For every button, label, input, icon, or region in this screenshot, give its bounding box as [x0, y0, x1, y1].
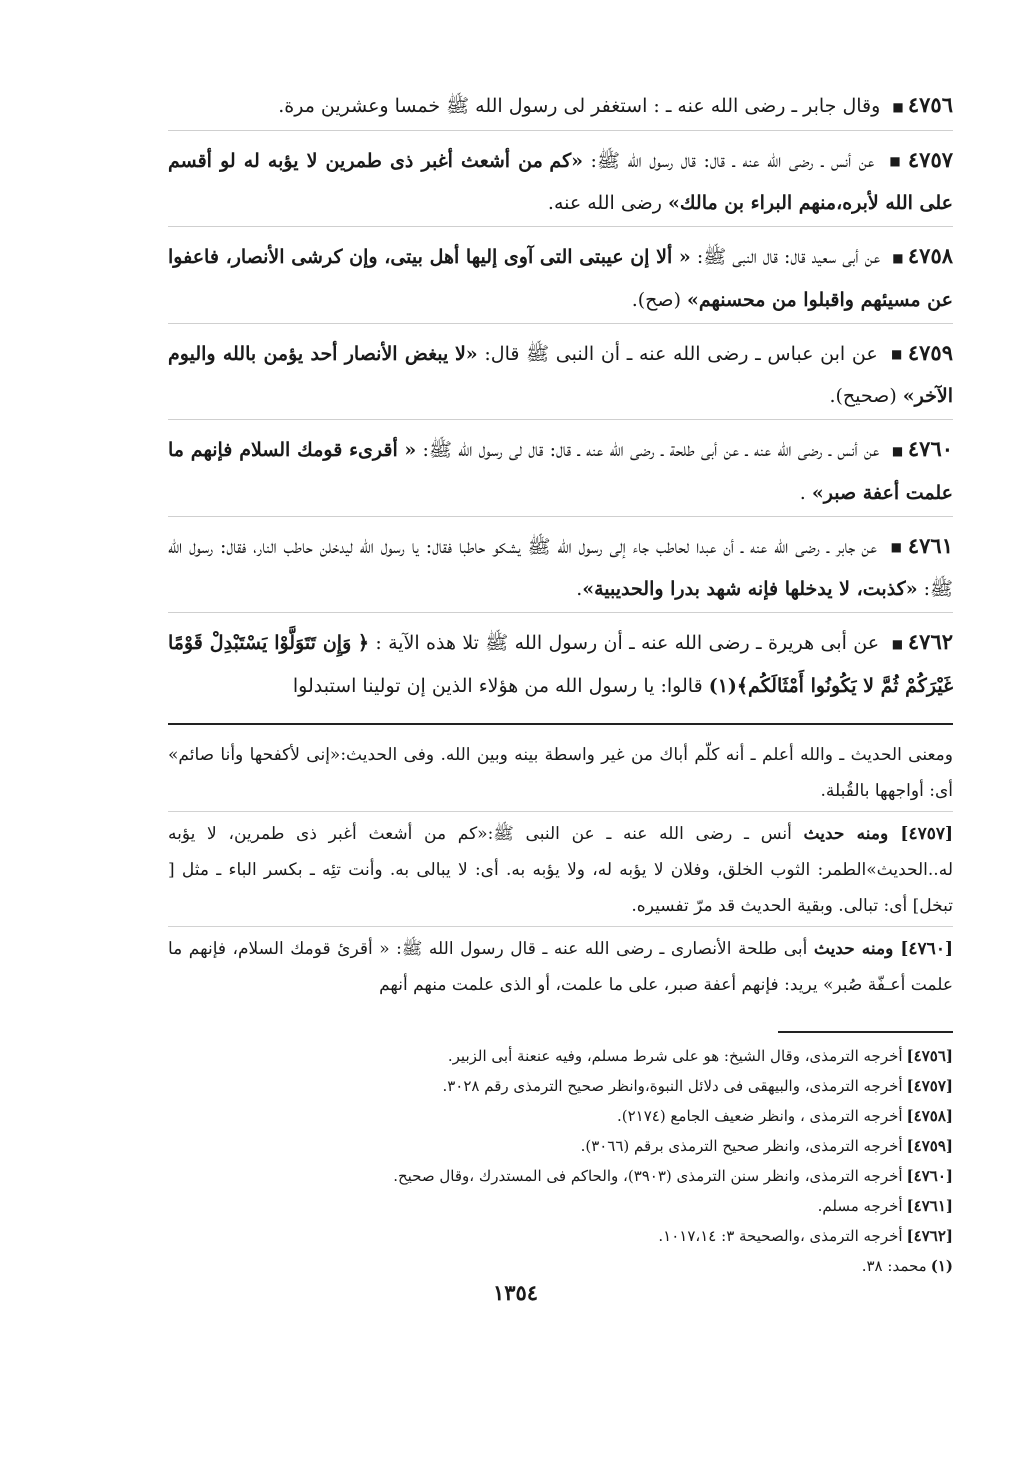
hadith-quote: « ألا إن عيبتى التى آوى إليها أهل بيتى، وإن كرشى الأنصار، فاعفوا عن مسيئهم واقبلوا من محسنهم» [168, 246, 953, 311]
footnote-rule [778, 1031, 953, 1033]
hadith-number: ٤٧٦٢ ■ [891, 629, 953, 654]
footnote-text: أخرجه الترمذى ، وانظر ضعيف الجامع (٢١٧٤). [616, 1106, 903, 1125]
hadith-4756 [168, 84, 953, 131]
hadith-tail: قالوا: يا رسول الله من هؤلاء الذين إن تولينا استبدلوا [292, 674, 709, 697]
commentary-text: أنس ـ رضى الله عنه ـ عن النبى ﷺ:«كم من أشعث أغبر ذى طمرين، لا يؤبه له..الحديث»الطمر: الثوب الخلق، وفلان لا يؤبه له، ولا يؤبه به. أى: لا يبالى به. وأنت تئِه ـ بكسر الباء ـ مثل [ تبخل] أى: تبالى. وبقية الحديث قد مرّ تفسيره. [168, 823, 953, 916]
footnote-item [168, 1161, 953, 1191]
hadith-number: ٤٧٦٠ ■ [892, 436, 953, 461]
hadith-text: عن ابن عباس ـ رضى الله عنه ـ أن النبى ﷺ قال: [477, 342, 878, 365]
footnote-item [168, 1101, 953, 1131]
hadith-number: ٤٧٥٩ ■ [890, 340, 953, 365]
hadith-section [168, 84, 953, 709]
hadith-quote: «لا يبغض الأنصار أحد يؤمن بالله واليوم الآخر» [168, 342, 953, 407]
footnote-ref: [٤٧٥٦] [906, 1046, 953, 1065]
hadith-text: عن جابر ـ رضى الله عنه ـ أن عبدا لحاطب جاء إلى رسول الله ﷺ يشكو حاطبا فقال: يا رسول الله ليدخلن حاطب النار، فقال: رسول الله ﷺ: [168, 535, 953, 600]
hadith-4761 [168, 525, 953, 614]
footnote-item [168, 1071, 953, 1101]
hadith-text: وقال جابر ـ رضى الله عنه ـ : استغفر لى رسول الله ﷺ خمسا وعشرين مرة. [278, 95, 881, 117]
hadith-4758 [168, 235, 953, 324]
footnote-ref: [٤٧٥٨] [906, 1106, 953, 1125]
hadith-number: ٤٧٥٦ ■ [892, 92, 953, 117]
footnote-text: أخرجه الترمذى، وقال الشيخ: هو على شرط مسلم، وفيه عنعنة أبى الزبير. [447, 1046, 903, 1065]
commentary-text: ومعنى الحديث ـ والله أعلم ـ أنه كلّم أباك من غير واسطة بينه وبين الله. وفى الحديث:«إنى لأكفحها وأنا صائم» أى: أواجهها بالقُبلة. [168, 744, 953, 801]
footnote-ref: (١) [930, 1256, 953, 1275]
footnotes-list [168, 1041, 953, 1281]
hadith-text: عن أبى هريرة ـ رضى الله عنه ـ أن رسول الله ﷺ تلا هذه الآية : [369, 632, 880, 654]
footnote-text: محمد: ٣٨. [861, 1256, 927, 1275]
footnote-ref: [٤٧٦١] [906, 1196, 953, 1215]
commentary-divider [168, 723, 953, 725]
hadith-text: عن أبى سعيد قال: قال النبى ﷺ: [690, 246, 881, 268]
footnote-ref: [٤٧٥٩] [906, 1136, 953, 1155]
footnote-ref: [٤٧٦٢] [906, 1226, 953, 1245]
hadith-tail: (صح). [631, 288, 688, 311]
hadith-number: ٤٧٥٧ ■ [888, 147, 953, 172]
commentary-paragraph [168, 816, 953, 927]
footnote-text: أخرجه الترمذى، وانظر سنن الترمذى (٣٩٠٣)، والحاكم فى المستدرك ،وقال صحيح. [393, 1166, 903, 1185]
footnote-text: أخرجه مسلم. [817, 1196, 903, 1215]
hadith-4762 [168, 621, 953, 709]
footnote-ref: [٤٧٦٠] [906, 1166, 953, 1185]
hadith-tail: (صحيح). [829, 385, 903, 407]
commentary-section [168, 737, 953, 1005]
page-number: ١٣٥٤ [492, 1280, 539, 1305]
commentary-ref: [٤٧٦٠] ومنه حديث [813, 938, 953, 959]
footnote-item [168, 1041, 953, 1071]
hadith-4760 [168, 428, 953, 517]
hadith-quote: « أقرىء قومك السلام فإنهم ما علمت أعفة صبر» [168, 439, 953, 504]
hadith-tail: رضى الله عنه. [547, 192, 669, 214]
footnote-item [168, 1191, 953, 1221]
hadith-4757 [168, 139, 953, 228]
commentary-paragraph [168, 737, 953, 812]
hadith-quote: «كم من أشعث أغبر ذى طمرين لا يؤبه له لو أقسم على الله لأبره،منهم البراء بن مالك» [168, 149, 953, 214]
footnote-item [168, 1251, 953, 1281]
hadith-text: عن أنس ـ رضى الله عنه ـ قال: قال رسول الله ﷺ: [583, 149, 875, 172]
hadith-text: عن أنس ـ رضى الله عنه ـ عن أبى طلحة ـ رضى الله عنه ـ قال: قال لى رسول الله ﷺ: [416, 439, 880, 461]
hadith-quote: ﴿ وَإِن تَتَوَلَّوْا يَسْتَبْدِلْ قَوْمًا غَيْرَكُمْ ثُمَّ لا يَكُونُوا أَمْثَالَكُم﴾(١) [168, 632, 953, 697]
hadith-quote: «كذبت، لا يدخلها فإنه شهد بدرا والحديبية» [582, 578, 918, 600]
commentary-ref: [٤٧٥٧] ومنه حديث [803, 823, 954, 844]
footnote-text: أخرجه الترمذى ،والصحيحة ٣: ١٠١٧،١٤. [658, 1226, 903, 1245]
footnote-text: أخرجه الترمذى، والبيهقى فى دلائل النبوة،وانظر صحيح الترمذى رقم ٣٠٢٨. [442, 1076, 903, 1095]
footnote-item [168, 1221, 953, 1251]
footnote-item [168, 1131, 953, 1161]
hadith-number: ٤٧٦١ ■ [890, 533, 953, 558]
hadith-tail: . [576, 578, 583, 600]
hadith-tail: . [799, 481, 812, 504]
commentary-paragraph [168, 931, 953, 1005]
hadith-number: ٤٧٥٨ ■ [892, 243, 953, 268]
footnote-ref: [٤٧٥٧] [906, 1076, 953, 1095]
footnote-text: أخرجه الترمذى، وانظر صحيح الترمذى برقم (٣٠٦٦). [580, 1136, 903, 1155]
commentary-text: أبى طلحة الأنصارى ـ رضى الله عنه ـ قال رسول الله ﷺ: « أقرئ قومك السلام، فإنهم ما علمت أعـفّة صُبر» يريد: فإنهم أعفة صبر، على ما علمت، أو الذى علمت منهم أنهم [168, 938, 953, 995]
hadith-4759 [168, 332, 953, 421]
